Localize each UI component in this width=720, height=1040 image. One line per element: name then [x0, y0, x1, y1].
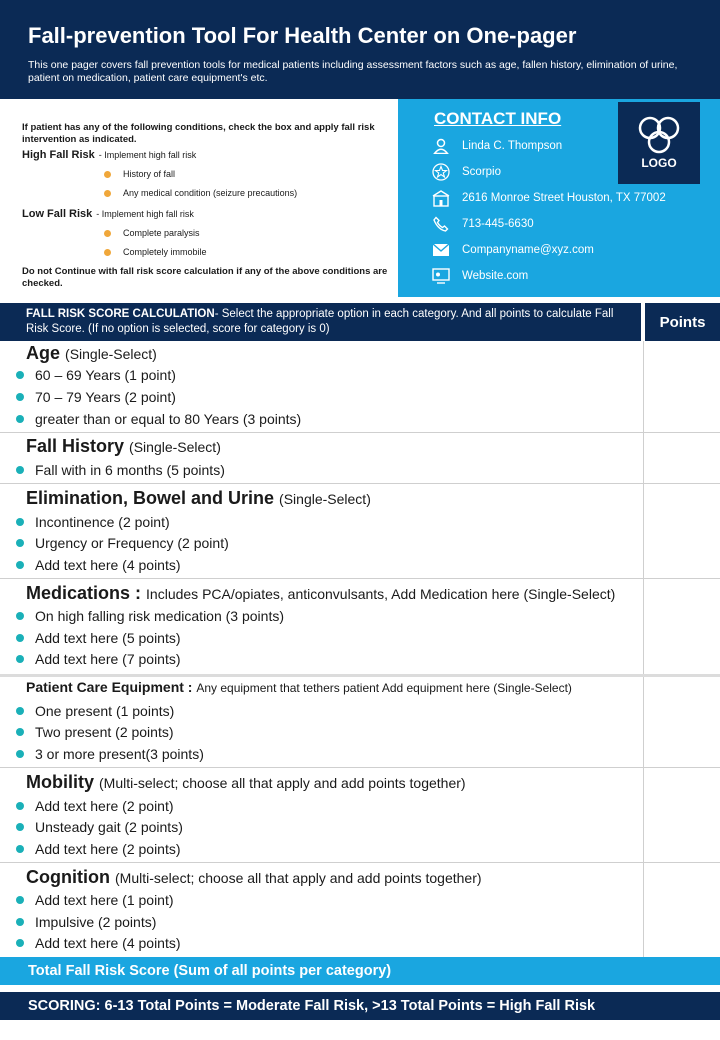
option-label: Add text here (7 points) — [35, 651, 181, 667]
option-item[interactable] — [16, 746, 204, 762]
option-label: Fall with in 6 months (5 points) — [35, 462, 225, 478]
high-risk-desc: - Implement high fall risk — [98, 150, 197, 160]
row-divider — [0, 862, 720, 863]
score-table-title: FALL RISK SCORE CALCULATION — [26, 308, 215, 320]
option-item[interactable] — [16, 724, 174, 740]
bullet-icon — [104, 190, 111, 197]
conditions-note: Do not Continue with fall risk score calculation if any of the above conditions are checked. — [22, 266, 388, 289]
option-label: Impulsive (2 points) — [35, 914, 157, 930]
bullet-icon — [16, 612, 24, 620]
contact-phone[interactable]: 713-445-6630 — [462, 218, 534, 230]
condition-label: History of fall — [123, 169, 176, 179]
category-name: Mobility — [26, 772, 94, 792]
category-desc: (Multi-select; choose all that apply and add points together) — [115, 870, 482, 886]
bullet-icon — [16, 415, 24, 423]
bullet-icon — [16, 518, 24, 526]
category-elimination-title — [26, 488, 371, 509]
option-item[interactable] — [16, 892, 174, 908]
category-mobility-title — [26, 772, 466, 793]
condition-label: Completely immobile — [123, 247, 207, 257]
row-divider — [0, 674, 720, 677]
category-desc: Includes PCA/opiates, anticonvulsants, Add Medication here (Single-Select) — [146, 586, 616, 602]
bullet-icon — [16, 939, 24, 947]
category-name: Elimination, Bowel and Urine — [26, 488, 275, 508]
points-column-divider — [643, 341, 644, 957]
bullet-icon — [104, 249, 111, 256]
option-item[interactable] — [16, 935, 181, 951]
row-divider — [0, 432, 720, 433]
bullet-icon — [16, 561, 24, 569]
option-item[interactable] — [16, 630, 181, 646]
points-column-header: Points — [645, 303, 720, 341]
total-score-bar: Total Fall Risk Score (Sum of all points per category) — [0, 957, 720, 985]
condition-item[interactable] — [104, 168, 392, 180]
option-label: 70 – 79 Years (2 point) — [35, 389, 176, 405]
option-item[interactable] — [16, 535, 229, 551]
bullet-icon — [16, 845, 24, 853]
bullet-icon — [16, 634, 24, 642]
category-name: Cognition — [26, 867, 110, 887]
option-label: Unsteady gait (2 points) — [35, 819, 183, 835]
condition-item[interactable] — [104, 227, 392, 239]
score-table-header — [0, 303, 641, 341]
web-icon — [432, 267, 450, 285]
option-item[interactable] — [16, 367, 176, 383]
conditions-instruction: If patient has any of the following conditions, check the box and apply fall risk intervention as indicated. — [22, 122, 375, 145]
condition-label: Any medical condition (seizure precautions) — [123, 188, 298, 198]
low-risk-label: Low Fall Risk — [22, 208, 93, 220]
phone-icon — [432, 215, 450, 233]
category-fall-history-title — [26, 436, 221, 457]
contact-website-row — [432, 267, 528, 285]
contact-sign: Scorpio — [462, 166, 501, 178]
bullet-icon — [16, 655, 24, 663]
bullet-icon — [16, 896, 24, 904]
option-label: Add text here (4 points) — [35, 557, 181, 573]
option-label: Urgency or Frequency (2 point) — [35, 535, 229, 551]
option-item[interactable] — [16, 819, 183, 835]
bullet-icon — [16, 393, 24, 401]
page-header — [0, 0, 720, 99]
option-label: Add text here (4 points) — [35, 935, 181, 951]
page-subtitle: This one pager covers fall prevention tools for medical patients including assessment factors such as age, fallen history, elimination of urine, patient on medication, patient care equipment's etc. — [28, 59, 678, 84]
category-desc: Any equipment that tethers patient Add equipment here (Single-Select) — [196, 681, 572, 695]
category-name: Patient Care Equipment : — [26, 679, 193, 695]
category-cognition-title — [26, 867, 482, 888]
bullet-icon — [16, 918, 24, 926]
option-label: On high falling risk medication (3 points) — [35, 608, 285, 624]
contact-name-row — [432, 137, 562, 155]
logo-text: LOGO — [641, 156, 677, 170]
category-name: Medications : — [26, 583, 142, 603]
bullet-icon — [16, 707, 24, 715]
option-item[interactable] — [16, 841, 181, 857]
option-label: Add text here (2 points) — [35, 841, 181, 857]
bullet-icon — [16, 750, 24, 758]
option-item[interactable] — [16, 703, 174, 719]
star-badge-icon — [432, 163, 450, 181]
option-item[interactable] — [16, 608, 284, 624]
page-title: Fall-prevention Tool For Health Center on One-pager — [28, 23, 577, 48]
option-item[interactable] — [16, 411, 301, 427]
condition-item[interactable] — [104, 187, 392, 199]
bullet-icon — [16, 371, 24, 379]
mail-icon — [432, 241, 450, 259]
option-label: 60 – 69 Years (1 point) — [35, 367, 176, 383]
option-label: Add text here (2 point) — [35, 798, 174, 814]
category-name: Fall History — [26, 436, 125, 456]
option-item[interactable] — [16, 914, 156, 930]
option-item[interactable] — [16, 557, 181, 573]
condition-label: Complete paralysis — [123, 228, 200, 238]
bullet-icon — [16, 802, 24, 810]
contact-address-row — [432, 189, 666, 207]
option-label: Incontinence (2 point) — [35, 514, 170, 530]
user-icon — [432, 137, 450, 155]
score-table-instruction: - Select the appropriate option in each category. And all points to calculate Fall Risk Score. (If no option is selected, score for category is 0) — [26, 308, 614, 335]
contact-title: CONTACT INFO — [434, 109, 562, 128]
category-age-title — [26, 343, 157, 364]
bullet-icon — [104, 171, 111, 178]
option-label: greater than or equal to 80 Years (3 points) — [35, 411, 302, 427]
low-risk-desc: - Implement high fall risk — [96, 209, 194, 219]
contact-name: Linda C. Thompson — [462, 140, 563, 152]
category-medications-title — [26, 583, 615, 604]
bullet-icon — [16, 823, 24, 831]
category-desc: (Single-Select) — [65, 346, 157, 362]
bullet-icon — [16, 539, 24, 547]
row-divider — [0, 578, 720, 579]
category-equipment-title — [26, 679, 572, 695]
category-desc: (Multi-select; choose all that apply and add points together) — [99, 775, 466, 791]
contact-phone-row — [432, 215, 534, 233]
option-item[interactable] — [16, 651, 181, 667]
option-label: Add text here (1 point) — [35, 892, 174, 908]
option-item[interactable] — [16, 798, 174, 814]
option-label: Two present (2 points) — [35, 724, 174, 740]
contact-website[interactable]: Website.com — [462, 270, 529, 282]
high-risk-row — [22, 149, 392, 161]
row-divider — [0, 767, 720, 768]
option-label: 3 or more present(3 points) — [35, 746, 204, 762]
building-icon — [432, 189, 450, 207]
scoring-legend-bar: SCORING: 6-13 Total Points = Moderate Fall Risk, >13 Total Points = High Fall Risk — [0, 992, 720, 1020]
category-name: Age — [26, 343, 61, 363]
option-label: One present (1 points) — [35, 703, 175, 719]
category-desc: (Single-Select) — [279, 491, 371, 507]
category-desc: (Single-Select) — [129, 439, 221, 455]
contact-panel — [398, 99, 720, 297]
bullet-icon — [16, 466, 24, 474]
row-divider — [0, 483, 720, 484]
option-item[interactable] — [16, 389, 176, 405]
contact-email-row — [432, 241, 594, 259]
contact-sign-row — [432, 163, 501, 181]
contact-email[interactable]: Companyname@xyz.com — [462, 244, 594, 256]
bullet-icon — [16, 728, 24, 736]
contact-address: 2616 Monroe Street Houston, TX 77002 — [462, 192, 666, 204]
option-item[interactable] — [16, 462, 225, 478]
logo-icon — [618, 102, 700, 184]
high-risk-label: High Fall Risk — [22, 149, 95, 161]
option-item[interactable] — [16, 514, 170, 530]
logo — [618, 102, 700, 184]
option-label: Add text here (5 points) — [35, 630, 181, 646]
conditions-box — [22, 122, 392, 290]
bullet-icon — [104, 230, 111, 237]
low-risk-row — [22, 208, 392, 220]
condition-item[interactable] — [104, 246, 392, 258]
